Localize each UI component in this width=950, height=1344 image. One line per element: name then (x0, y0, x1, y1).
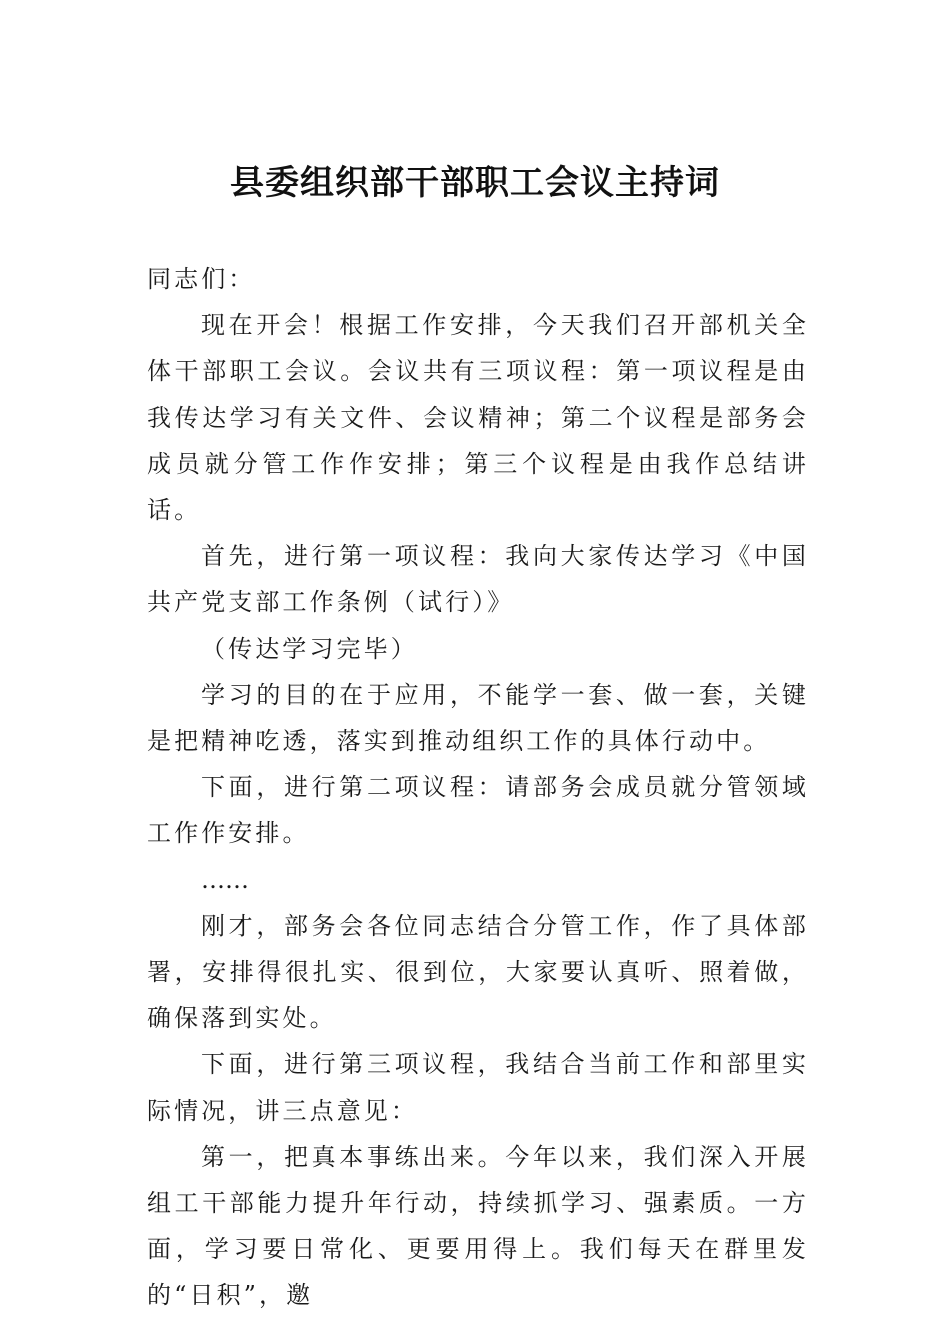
document-body (147, 256, 809, 1319)
paragraph-study-purpose: 学习的目的在于应用，不能学一套、做一套，关键是把精神吃透，落实到推动组织工作的具体行动中。 (147, 680, 809, 756)
paragraph-agenda-three: 下面，进行第三项议程，我结合当前工作和部里实际情况，讲三点意见： (147, 1050, 809, 1125)
paragraph-ellipsis: …… (201, 865, 249, 894)
paragraph-agenda-one: 首先，进行第一项议程：我向大家传达学习《中国共产党支部工作条例（试行）》 (147, 542, 809, 617)
paragraph-summary-remarks: 刚才，部务会各位同志结合分管工作，作了具体部署，安排得很扎实、很到位，大家要认真听、照着做，确保落到实处。 (147, 911, 809, 1033)
paragraph-point-one: 第一，把真本事练出来。今年以来，我们深入开展组工干部能力提升年行动，持续抓学习、强素质。一方面，学习要日常化、更要用得上。我们每天在群里发的“日积”，邀 (147, 1142, 809, 1310)
paragraph-agenda-two: 下面，进行第二项议程：请部务会成员就分管领域工作作安排。 (147, 773, 809, 848)
paragraph-note-study-complete: （传达学习完毕） (201, 634, 418, 663)
salutation: 同志们： (147, 265, 256, 293)
paragraph-opening: 现在开会！根据工作安排，今天我们召开部机关全体干部职工会议。会议共有三项议程：第一项议程是由我传达学习有关文件、会议精神；第二个议程是部务会成员就分管工作作安排；第三个议程是由我作总结讲话。 (147, 311, 809, 525)
document-title: 县委组织部干部职工会议主持词 (230, 163, 720, 203)
